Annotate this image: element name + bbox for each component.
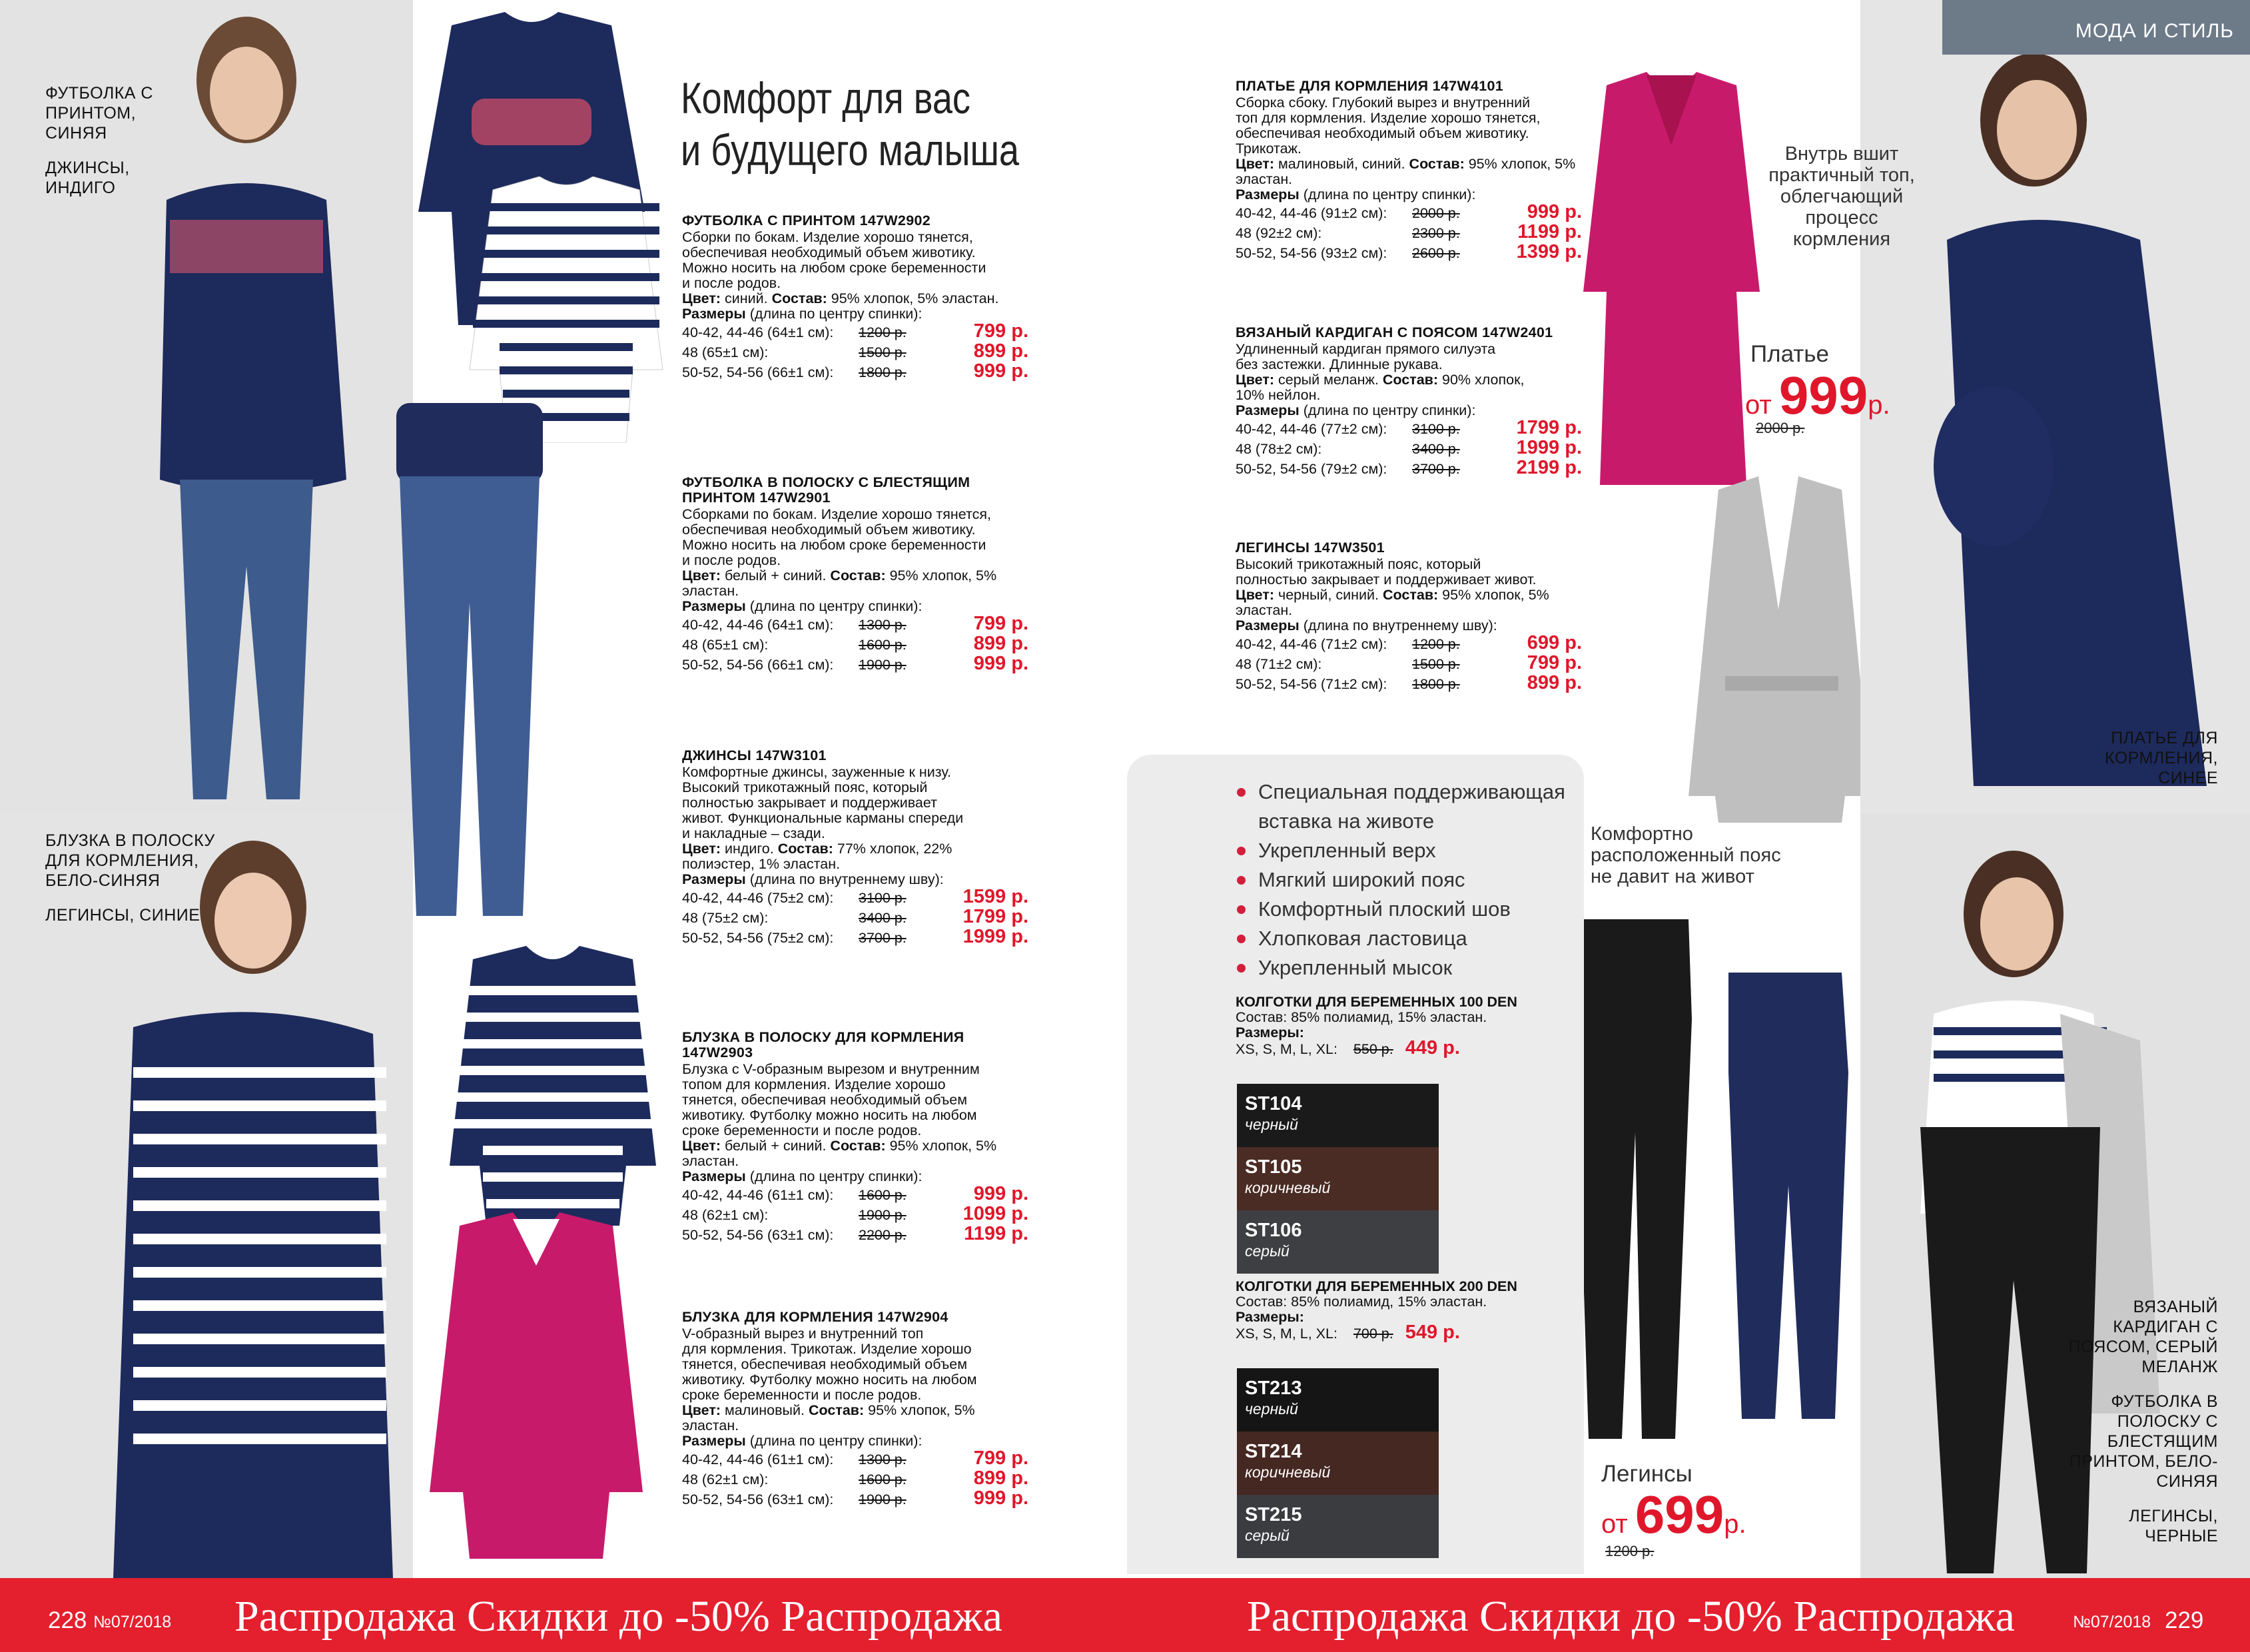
product-color-composition: Цвет: синий. Состав: 95% хлопок, 5% эластан. <box>682 290 999 306</box>
product-image-striped-nursing-blouse <box>446 946 659 1226</box>
swatch-st213: ST213 черный <box>1237 1368 1439 1432</box>
leggings-note: Комфортно расположенный пояс не давит на живот <box>1591 823 1781 887</box>
price-table <box>1236 203 1582 262</box>
price-row: 48 (78±2 см): 3400 р. 1999 р. <box>1236 437 1582 458</box>
headline-line: и будущего малыша <box>681 125 1019 175</box>
price-row: XS, S, M, L, XL: 700 р. 549 р. <box>1236 1322 1460 1343</box>
swatch-st105: ST105 коричневый <box>1237 1147 1439 1210</box>
swatch-st104: ST104 черный <box>1237 1084 1439 1147</box>
price-row: 40-42, 44-46 (64±1 см): 1300 р. 799 р. <box>682 613 1028 634</box>
price-row: 50-52, 54-56 (71±2 см): 1800 р. 899 р. <box>1236 672 1582 693</box>
feature-item: Хлопковая ластовица <box>1237 924 1583 953</box>
product-description: Высокий трикотажный пояс, который полностью закрывает и поддерживает живот. <box>1236 556 1537 588</box>
price-row: 50-52, 54-56 (63±1 см): 2200 р. 1199 р. <box>682 1223 1028 1244</box>
product-color-composition: Цвет: малиновый, синий. Состав: 95% хлопок, 5% эластан. <box>1236 156 1576 187</box>
price-row: 40-42, 44-46 (91±2 см): 2000 р. 999 р. <box>1236 201 1582 222</box>
page-number-right: 229 <box>2165 1607 2204 1633</box>
product-block <box>1236 540 1595 693</box>
product-title: КОЛГОТКИ ДЛЯ БЕРЕМЕННЫХ 100 DEN <box>1236 994 1517 1010</box>
leggings-callout-label: Легинсы <box>1601 1461 1692 1487</box>
dress-note: Внутрь вшит практичный топ, облегчающий процесс кормления <box>1768 143 1915 250</box>
price-row: 48 (92±2 см): 2300 р. 1199 р. <box>1236 221 1582 242</box>
tights-block-100 <box>1236 995 1569 1057</box>
product-image-jeans <box>390 403 550 916</box>
product-block <box>682 475 1042 674</box>
dress-old-price: 2000 р. <box>1756 420 1805 436</box>
product-color-composition: Цвет: серый меланж. Состав: 90% хлопок, 10% нейлон. <box>1236 372 1525 403</box>
issue-number-left: №07/2018 <box>93 1613 172 1631</box>
product-description: Сборками по бокам. Изделие хорошо тянется, обеспечивая необходимый объем животику. Можно носить на любом сроке беременности и после родов. <box>682 506 992 568</box>
product-composition: Состав: 85% полиамид, 15% эластан. <box>1236 1294 1487 1310</box>
leggings-callout-price: от 699р. <box>1601 1485 1746 1544</box>
product-sizes-label: Размеры (длина по внутреннему шву): <box>682 871 944 887</box>
swatch-st214: ST214 коричневый <box>1237 1432 1439 1495</box>
product-description: Удлиненный кардиган прямого силуэта без застежки. Длинные рукава. <box>1236 341 1496 372</box>
price-row: 48 (62±1 см): 1600 р. 899 р. <box>682 1467 1028 1489</box>
caption-item: ЛЕГИНСЫ, СИНИЕ <box>45 906 200 925</box>
product-color-composition: Цвет: белый + синий. Состав: 95% хлопок, 5% эластан. <box>682 568 997 599</box>
price-table <box>682 322 1028 382</box>
price-row: 50-52, 54-56 (66±1 см): 1800 р. 999 р. <box>682 360 1028 382</box>
product-sizes-label: Размеры (длина по внутреннему шву): <box>1236 618 1497 633</box>
caption-item: ДЖИНСЫ, ИНДИГО <box>45 159 130 197</box>
product-sizes-label: Размеры (длина по центру спинки): <box>682 598 923 614</box>
price-row: 48 (65±1 см): 1600 р. 899 р. <box>682 633 1028 654</box>
price-table <box>1236 633 1582 693</box>
product-image-leggings <box>1575 919 1855 1439</box>
footer-banner <box>0 1578 2250 1652</box>
product-color-composition: Цвет: белый + синий. Состав: 95% хлопок, 5% эластан. <box>682 1138 997 1169</box>
caption-item: ЛЕГИНСЫ, ЧЕРНЫЕ <box>2129 1507 2218 1545</box>
feature-item: Мягкий широкий пояс <box>1237 865 1583 895</box>
product-block <box>1236 79 1595 262</box>
product-description: Блузка с V-образным вырезом и внутренним топом для кормления. Изделие хорошо тянется, обеспечивая необходимый объем животику. Футболку можно носить на любом сроке беременности и после родов. <box>682 1061 980 1138</box>
caption-top-left <box>45 83 179 212</box>
price-row: 40-42, 44-46 (61±1 см): 1300 р. 799 р. <box>682 1447 1028 1469</box>
swatch-st106: ST106 серый <box>1237 1210 1439 1274</box>
product-description: V-образный вырез и внутренний топ для кормления. Трикотаж. Изделие хорошо тянется, обеспечивая необходимый объем животику. Футболку можно носить на любом сроке беременности и после родов. <box>682 1326 977 1403</box>
price-row: 40-42, 44-46 (64±1 см): 1200 р. 799 р. <box>682 320 1028 342</box>
product-title: БЛУЗКА В ПОЛОСКУ ДЛЯ КОРМЛЕНИЯ 147W2903 <box>682 1029 964 1060</box>
caption-item: ФУТБОЛКА В ПОЛОСКУ С БЛЕСТЯЩИМ ПРИНТОМ, БЕЛО-СИНЯЯ <box>2069 1392 2218 1491</box>
feature-item: Укрепленный верх <box>1237 836 1583 865</box>
product-image-raspberry-nursing-blouse <box>426 1212 646 1559</box>
price-row: 50-52, 54-56 (66±1 см): 1900 р. 999 р. <box>682 653 1028 674</box>
product-color-composition: Цвет: индиго. Состав: 77% хлопок, 22% полиэстер, 1% эластан. <box>682 841 952 872</box>
price-row: 48 (71±2 см): 1500 р. 799 р. <box>1236 652 1582 673</box>
product-block <box>682 1030 1042 1244</box>
page-number-left: 228 <box>48 1607 87 1633</box>
product-description: Сборки по бокам. Изделие хорошо тянется, обеспечивая необходимый объем животику. Можно носить на любом сроке беременности и после родов. <box>682 229 986 291</box>
product-block <box>682 748 1042 947</box>
product-title: ФУТБОЛКА С ПРИНТОМ 147W2902 <box>682 212 931 228</box>
product-title: ПЛАТЬЕ ДЛЯ КОРМЛЕНИЯ 147W4101 <box>1236 78 1504 94</box>
price-row: 48 (62±1 см): 1900 р. 1099 р. <box>682 1203 1028 1224</box>
price-row: 50-52, 54-56 (79±2 см): 3700 р. 2199 р. <box>1236 457 1582 478</box>
price-row: 40-42, 44-46 (77±2 см): 3100 р. 1799 р. <box>1236 417 1582 438</box>
product-title: КОЛГОТКИ ДЛЯ БЕРЕМЕННЫХ 200 DEN <box>1236 1278 1517 1294</box>
feature-item: Укрепленный мысок <box>1237 953 1583 983</box>
product-color-composition: Цвет: черный, синий. Состав: 95% хлопок, 5% эластан. <box>1236 587 1549 618</box>
product-sizes-label: Размеры (длина по центру спинки): <box>1236 402 1476 418</box>
price-table <box>1236 418 1582 478</box>
caption-bottom-right <box>2065 1297 2218 1561</box>
product-sizes-label: Размеры (длина по центру спинки): <box>682 1433 923 1449</box>
feature-item: Комфортный плоский шов <box>1237 895 1583 924</box>
caption-bottom-left <box>45 831 218 940</box>
price-table <box>682 1449 1028 1509</box>
leggings-old-price: 1200 р. <box>1605 1543 1655 1559</box>
swatch-st215: ST215 серый <box>1237 1495 1439 1558</box>
price-row: 50-52, 54-56 (93±2 см): 2600 р. 1399 р. <box>1236 241 1582 262</box>
dress-callout-label: Платье <box>1750 341 1830 367</box>
product-description: Комфортные джинсы, зауженные к низу. Высокий трикотажный пояс, который полностью закрывает и поддерживает живот. Функциональные карманы спереди и накладные – сзади. <box>682 764 964 841</box>
price-row: 40-42, 44-46 (75±2 см): 3100 р. 1599 р. <box>682 886 1028 907</box>
product-composition: Состав: 85% полиамид, 15% эластан. <box>1236 1009 1487 1025</box>
dress-callout-price: от 999р. <box>1745 366 1890 425</box>
issue-number-right: №07/2018 <box>2073 1613 2151 1631</box>
price-row: 40-42, 44-46 (61±1 см): 1600 р. 999 р. <box>682 1183 1028 1204</box>
product-image-nursing-dress <box>1580 72 1763 485</box>
product-sizes-label: Размеры: <box>1236 1309 1304 1325</box>
caption-item: ФУТБОЛКА С ПРИНТОМ, СИНЯЯ <box>45 84 153 143</box>
price-table <box>682 614 1028 674</box>
price-row: 50-52, 54-56 (63±1 см): 1900 р. 999 р. <box>682 1487 1028 1509</box>
product-title: БЛУЗКА ДЛЯ КОРМЛЕНИЯ 147W2904 <box>682 1309 948 1325</box>
footer-slogan-left: Распродажа Скидки до -50% Распродажа <box>234 1592 1002 1641</box>
price-table <box>682 1184 1028 1244</box>
product-sizes-label: Размеры: <box>1236 1025 1304 1040</box>
product-title: ДЖИНСЫ 147W3101 <box>682 747 827 763</box>
product-title: ВЯЗАНЫЙ КАРДИГАН С ПОЯСОМ 147W2401 <box>1236 324 1553 340</box>
product-title: ЛЕГИНСЫ 147W3501 <box>1236 540 1385 556</box>
product-color-composition: Цвет: малиновый. Состав: 95% хлопок, 5% эластан. <box>682 1402 975 1434</box>
price-row: 48 (65±1 см): 1500 р. 899 р. <box>682 340 1028 362</box>
price-row: 50-52, 54-56 (75±2 см): 3700 р. 1999 р. <box>682 926 1028 947</box>
product-image-knit-cardigan <box>1685 476 1875 823</box>
caption-item: ПЛАТЬЕ ДЛЯ КОРМЛЕНИЯ, СИНЕЕ <box>2104 729 2218 787</box>
features-list <box>1237 761 1583 983</box>
caption-item: БЛУЗКА В ПОЛОСКУ ДЛЯ КОРМЛЕНИЯ, БЕЛО-СИНЯЯ <box>45 831 215 890</box>
section-tab: МОДА И СТИЛЬ <box>1942 0 2250 55</box>
product-sizes-label: Размеры (длина по центру спинки): <box>1236 187 1476 203</box>
headline-line: Комфорт для вас <box>681 73 970 123</box>
product-description: Сборка сбоку. Глубокий вырез и внутренний топ для кормления. Изделие хорошо тянется, обеспечивая необходимый объем животику. Трикотаж. <box>1236 95 1541 157</box>
tights-block-200 <box>1236 1279 1569 1342</box>
product-block <box>682 213 1042 382</box>
price-row: 40-42, 44-46 (71±2 см): 1200 р. 699 р. <box>1236 632 1582 653</box>
price-row: 48 (75±2 см): 3400 р. 1799 р. <box>682 906 1028 927</box>
product-block <box>1236 325 1595 478</box>
product-sizes-label: Размеры (длина по центру спинки): <box>682 1168 923 1184</box>
page-headline <box>681 72 1019 176</box>
caption-item: ВЯЗАНЫЙ КАРДИГАН С ПОЯСОМ, СЕРЫЙ МЕЛАНЖ <box>2068 1298 2218 1376</box>
feature-item: Специальная поддерживающая вставка на животе <box>1237 777 1583 836</box>
model-photo-top-right <box>1860 0 2250 814</box>
product-block <box>682 1310 1042 1509</box>
footer-slogan-right: Распродажа Скидки до -50% Распродажа <box>1247 1592 2015 1641</box>
product-sizes-label: Размеры (длина по центру спинки): <box>682 306 923 322</box>
product-title: ФУТБОЛКА В ПОЛОСКУ С БЛЕСТЯЩИМ ПРИНТОМ 147W2901 <box>682 474 970 506</box>
price-row: XS, S, M, L, XL: 550 р. 449 р. <box>1236 1037 1460 1058</box>
caption-top-right <box>2065 728 2218 803</box>
price-table <box>682 887 1028 947</box>
